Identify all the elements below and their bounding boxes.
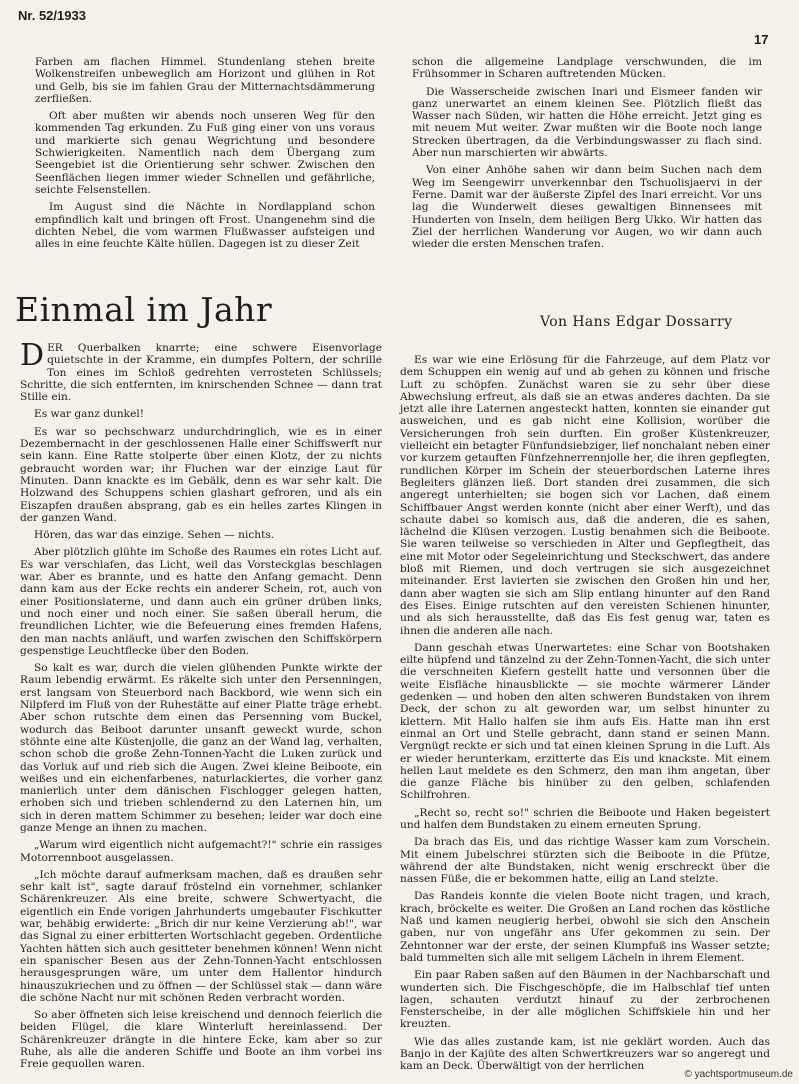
article-author: Von Hans Edgar Dossarry	[540, 314, 733, 330]
paragraph: „Warum wird eigentlich nicht aufgemacht?!" schrie ein rassiges Motorrennboot ausgelassen.	[20, 839, 382, 864]
first-paragraph	[20, 338, 382, 404]
top-left-column	[35, 56, 375, 255]
paragraph: So kalt es war, durch die vielen glühenden Punkte wirkte der Raum lebendig erwärmt. Es räkelte sich unter den Persenningen, erst langsam von Steuerbord nach Backbord, wie wenn sich ein Nilpferd im Fluß von der Ruhestätte auf einer Platte träge erhebt. Aber schon rutschte dem einen das Persenning vom Buckel, wodurch das Beiboot darunter unsanft geweckt wurde, schon stöhnte eine alte Küstenjolle, die ganz an der Wand lag, verhalten, schon schob die große Zehn-Tonnen-Yacht die Luken zurück und das Vorluk auf und rieb sich die Augen. Zwei kleine Beiboote, ein weißes und ein eichenfarbenes, naturlackiertes, die vorher ganz manierlich unter dem dänischen Fischlogger gelegen hatten, erhoben sich und trieben schlendernd zu den Laternen hin, um sich in deren mattem Schimmer zu besehen; leider war doch eine ganze Menge an ihnen zu machen.	[20, 662, 382, 834]
paragraph: Die Wasserscheide zwischen Inari und Eismeer fanden wir ganz unerwartet an einem kleinen See. Plötzlich fließt das Wasser nach Süden, wir hatten die Höhe erreicht. Jetzt ging es mit neuem Mut weiter. Zwar mußten wir die Boote noch lange Strecken übertragen, da die Verbindungswasser zu flach sind. Aber nun marschierten wir abwärts.	[412, 85, 762, 160]
paragraph: Wie das alles zustande kam, ist nie geklärt worden. Auch das Banjo in der Kajüte des alten Schwertkreuzers war so angeregt und kam an Deck. Überwältigt von der herrlichen	[400, 1035, 770, 1073]
paragraph: Von einer Anhöhe sahen wir dann beim Suchen nach dem Weg im Seengewirr unverkennbar den Tschuolisjaervi in der Ferne. Damit war der äußerste Zipfel des Inari erreicht. Vor uns lag die Wunderwelt dieses gewaltigen Binnensees mit Hunderten von Inseln, dem heiligen Berg Ukko. Wir hatten das Ziel der herrlichen Wanderung vor Augen, wo wir dann auch wieder die ersten Menschen trafen.	[412, 164, 762, 251]
paragraph: „Recht so, recht so!" schrien die Beiboote und Haken begeistert und halfen dem Bundstaken zu einem erneuten Sprung.	[400, 806, 770, 831]
watermark: © yachtsportmuseum.de	[684, 1069, 793, 1080]
paragraph: „Ich möchte darauf aufmerksam machen, daß es draußen sehr sehr kalt ist", sagte darauf fröstelnd ein vornehmer, schlanker Schärenkreuzer. Als eine breite, schwere Schwertyacht, die eigentlich ein Ende vorigen Jahrhunderts umgebauter Fischkutter war, behäbig erwiderte: „Brich dir nur keine Verzierung ab!", war das Signal zu einer erbitterten Wortschlacht gegeben. Ordentliche Yachten hätten sich auch gesitteter benehmen können! Wenn nicht ein spanischer Besen aus der Zehn-Tonnen-Yacht entschlossen herausgesprungen wäre, um unter dem Hallentor hindurch hinauszukriechen und zu öffnen — der Schlüssel stak — dann wäre die schöne Nacht nur mit schönen Reden verbracht worden.	[20, 868, 382, 1004]
paragraph: Es war so pechschwarz undurchdringlich, wie es in einer Dezembernacht in der geschlossenen Halle einer Schiffswerft nur sein kann. Eine Ratte stolperte über einen Klotz, der zu nichts gebraucht worden war; ihr Fluchen war der einzige Laut für Minuten. Dann knackte es im Gebälk, denn es war sehr kalt. Die Holzwand des Schuppens schien glashart gefroren, und als ein Eiszapfen draußen absprang, gab es ein helles zartes Klingen in der ganzen Wand.	[20, 425, 382, 524]
article-left-column	[20, 338, 382, 1076]
paragraph: So aber öffneten sich leise kreischend und dennoch feierlich die beiden Flügel, die klare Winterluft hereinlassend. Der Schärenkreuzer drängte in die hintere Ecke, kam aber so zur Ruhe, als alle die anderen Schiffe und Boote an ihm vorbei ins Freie gequollen waren.	[20, 1009, 382, 1071]
paragraph: Aber plötzlich glühte im Schoße des Raumes ein rotes Licht auf. Es war verschlafen, das Licht, weil das Vorsteckglas beschlagen war. Aber es brannte, und es hatte den Anfang gemacht. Denn dann kam aus der Ecke rechts ein anderer Schein, rot, auch von einer Positionslaterne, und dann auch ein grüner drüben links, und noch einer und noch einer. Sie saßen überall herum, die freundlichen Lichter, wie die Befeuerung eines fremden Hafens, den man nachts anläuft, und warfen zwischen den Schiffskörpern gespenstige Leuchtflecke über den Boden.	[20, 546, 382, 657]
paragraph: schon die allgemeine Landplage verschwunden, die im Frühsommer in Scharen auftretenden Mücken.	[412, 56, 762, 81]
first-paragraph-text: ER Querbalken knarrte; eine schwere Eisenvorlage quietschte in der Kramme, ein dumpfes Poltern, der schrille Ton eines im Schloß gedrehten verrosteten Schlüssels; Schritte, die sich entfernten, im knirschenden Schnee — dann trat Stille ein.	[20, 342, 382, 404]
top-right-column	[412, 56, 762, 255]
paragraph: Im August sind die Nächte in Nordlappland schon empfindlich kalt und bringen oft Frost. Unangenehm sind die dichten Nebel, die vom warmen Flußwasser aufsteigen und alles in eine feuchte Kälte hüllen. Dagegen ist zu dieser Zeit	[35, 201, 375, 251]
article-title: Einmal im Jahr	[15, 290, 273, 329]
paragraph: Oft aber mußten wir abends noch unseren Weg für den kommenden Tag erkunden. Zu Fuß ging einer von uns voraus und markierte sich genau Wegrichtung und besondere Schwierigkeiten. Namentlich nach dem Übergang zum Seengebiet ist die Orientierung sehr schwer. Zwischen den Seenflächen liegen immer wieder Schnellen und gefährliche, seichte Felsenstellen.	[35, 110, 375, 196]
issue-number: Nr. 52/1933	[18, 8, 86, 23]
page-number: 17	[754, 32, 769, 47]
article-right-column	[400, 354, 770, 1078]
paragraph: Farben am flachen Himmel. Stundenlang stehen breite Wolkenstreifen unbeweglich am Horizont und glühen in Rot und Gelb, bis sie im fahlen Grau der Mitternachtsdämmerung zerfließen.	[35, 56, 375, 105]
drop-cap: D	[20, 338, 45, 373]
paragraph: Es war ganz dunkel!	[34, 408, 144, 421]
paragraph: Dann geschah etwas Unerwartetes: eine Schar von Bootshaken eilte hüpfend und tänzelnd zu der Zehn-Tonnen-Yacht, die sich unter die verschneiten Kiefern gestellt hatte und versonnen über die weite Eisfläche hinausblickte — sie mochte wärmerer Länder gedenken — und hoben den alten schweren Bundstaken von ihrem Deck, der schon zu alt geworden war, um selbst hinunter zu klettern. Mit Hallo halfen sie ihm aufs Eis. Hatte man ihn erst einmal an Ort und Stelle gebracht, dann stand er seinen Mann. Vergnügt reckte er sich und tat einen kleinen Sprung in die Luft. Als er wieder herunterkam, erzitterte das Eis und knackste. Mit einem hellen Laut meldete es den Schmerz, den man ihm angetan, über die ganze Fläche bis hinüber zu den gelben, schlafenden Schilfrohren.	[400, 641, 770, 802]
paragraph: Da brach das Eis, und das richtige Wasser kam zum Vorschein. Mit einem Jubelschrei stürzten sich die Beiboote in die Pfütze, während der alte Bundstaken, nicht wenig erschreckt über die nassen Füße, die er bekommen hatte, eilig an Land stelzte.	[400, 836, 770, 886]
paragraph: Es war wie eine Erlösung für die Fahrzeuge, auf dem Platz vor dem Schuppen ein wenig auf und ab gehen zu können und frische Luft zu schöpfen. Zunächst waren sie zu sehr über diese Abwechslung erfreut, als daß sie an etwas anderes dachten. Da sie jetzt alle ihre Laternen angesteckt hatten, konnten sie einander gut ausweichen, und es gab nicht eine Kollision, worüber die Versicherungen froh sein durften. Ein großer Küstenkreuzer, vielleicht ein betagter Fünfundsiebziger, lief nonchalant neben einer vor kurzem getauften Fünfzehnerrennjolle her, die ihren gepflegten, rundlichen Körper im Schein der steuerbordschen Laterne ihres Begleiters glänzen ließ. Dort standen drei zusammen, die sich angeregt unterhielten; sie bogen sich vor Lachen, daß einem Schiffbauer Angst werden konnte (nicht aber einer Werft), und das schaute dabei so komisch aus, daß die anderen, die es sahen, lächelnd die Klüsen verzogen. Lustig benahmen sich die Beiboote. Sie waren teilweise so verschieden in Alter und Gepflegtheit, das eine mit Motor oder Segeleinrichtung und Steckschwert, das andere bloß mit Riemen, und doch vertrugen sie sich ausgezeichnet miteinander. Erst lavierten sie zwischen den Großen hin und her, dann aber wagten sie sich am Slip entlang hinunter auf den Rand des Eises. Einige rutschten auf den vereisten Schienen hinunter, und als sich herausstellte, daß das Eis fest genug war, taten es ihnen die anderen alle nach.	[400, 354, 770, 637]
paragraph: Ein paar Raben saßen auf den Bäumen in der Nachbarschaft und wunderten sich. Die Fischgeschöpfe, die im Halbschlaf tief unten lagen, schauten verdutzt hinauf zu der zerbrochenen Fensterscheibe, in der alle möglichen Schiffskiele hin und her kreuzten.	[400, 969, 770, 1031]
paragraph: Hören, das war das einzige. Sehen — nichts.	[34, 529, 275, 542]
paragraph: Das Randeis konnte die vielen Boote nicht tragen, und krach, krach, bröckelte es weiter. Die Großen an Land rochen das köstliche Naß und kamen neugierig herbei, obwohl sie sich den Anschein gaben, nur von ungefähr ans Ufer gekommen zu sein. Der Zehntonner war der erste, der seinen Klumpfuß ins Wasser setzte; bald tummelten sich alle mit seligem Lächeln in ihrem Element.	[400, 890, 770, 964]
